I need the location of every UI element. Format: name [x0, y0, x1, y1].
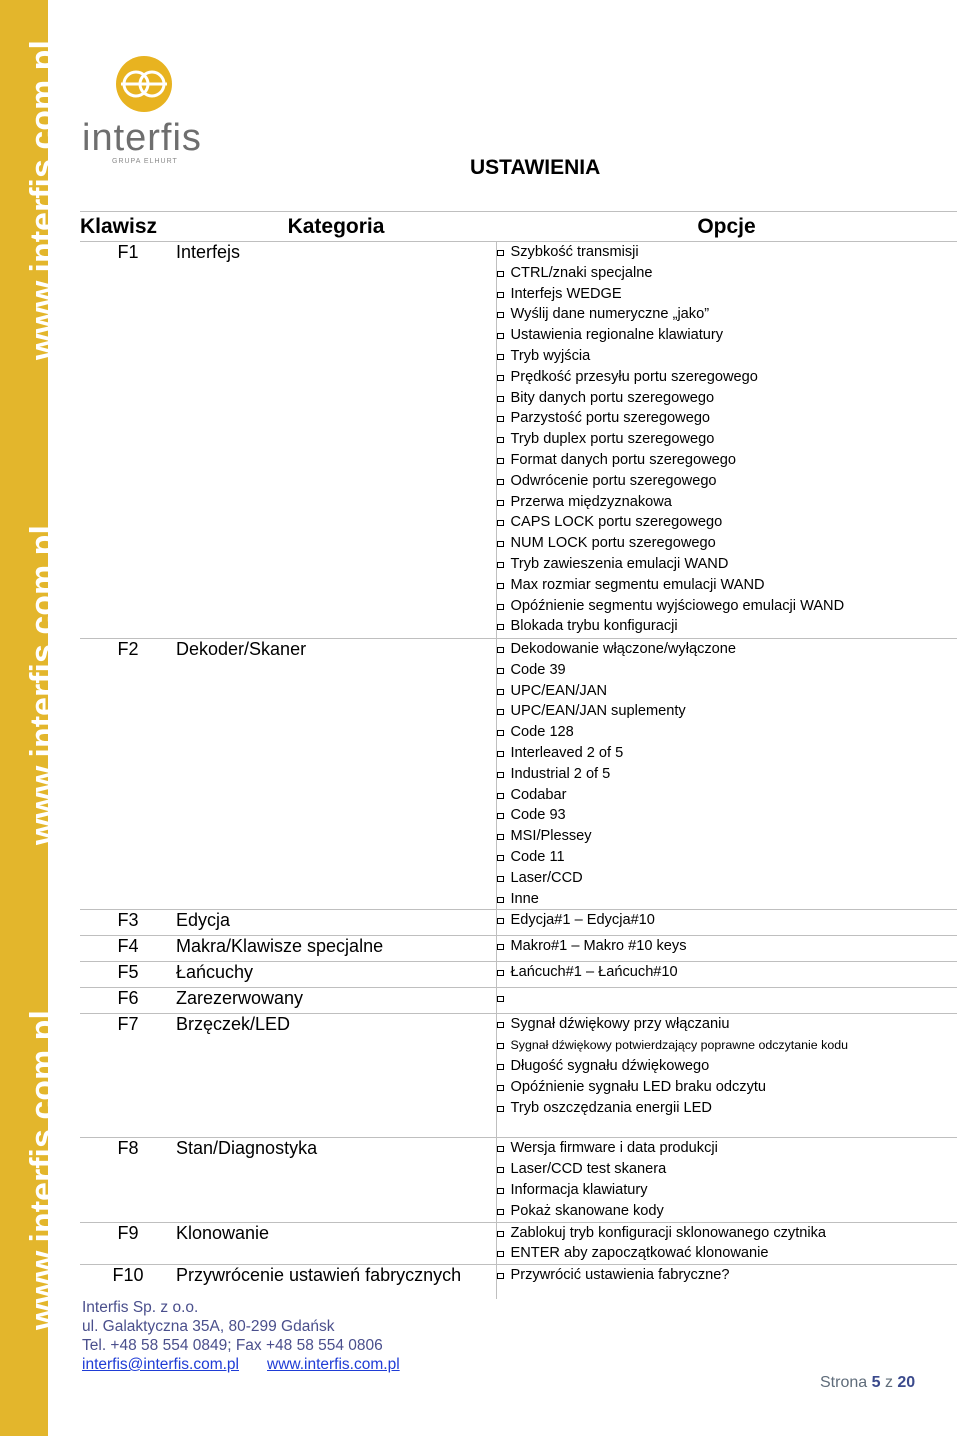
row-key: F4 [80, 936, 176, 962]
watermark-text: www.interfis.com.pl [24, 525, 62, 845]
side-watermark-strip [0, 0, 62, 1436]
option-item: UPC/EAN/JAN suplementy [497, 701, 958, 722]
row-category: Interfejs [176, 242, 496, 639]
row-options [496, 639, 957, 910]
header-options: Opcje [496, 212, 957, 242]
row-category: Łańcuchy [176, 962, 496, 988]
table-header-row [80, 212, 957, 242]
option-item: Przerwa międzyznakowa [497, 492, 958, 513]
option-item: Industrial 2 of 5 [497, 764, 958, 785]
option-item: Laser/CCD [497, 868, 958, 889]
footer-email-link[interactable]: interfis@interfis.com.pl [82, 1356, 239, 1373]
settings-table [80, 211, 957, 1299]
option-list [497, 1265, 958, 1286]
option-item: Makro#1 – Makro #10 keys [497, 936, 958, 957]
option-item: Odwrócenie portu szeregowego [497, 471, 958, 492]
page-title: USTAWIENIA [470, 156, 601, 179]
row-key: F8 [80, 1138, 176, 1222]
table-row [80, 1222, 957, 1265]
row-key: F2 [80, 639, 176, 910]
option-item: Opóźnienie sygnału LED braku odczytu [497, 1077, 958, 1098]
option-item: Edycja#1 – Edycja#10 [497, 910, 958, 931]
table-row [80, 242, 957, 639]
table-row [80, 936, 957, 962]
watermark-text: www.interfis.com.pl [24, 1010, 62, 1330]
header-key: Klawisz [80, 212, 176, 242]
row-key: F10 [112, 1265, 144, 1286]
option-list [497, 962, 958, 983]
option-item: UPC/EAN/JAN [497, 681, 958, 702]
row-options [496, 1014, 957, 1138]
logo-wordmark: interfis [82, 117, 202, 159]
option-list [497, 1014, 958, 1118]
table-row [80, 988, 957, 1014]
page-number: Strona 5 z 20 [820, 1374, 916, 1391]
option-item: Zablokuj tryb konfiguracji sklonowanego czytnika [497, 1223, 958, 1244]
row-key: F6 [80, 988, 176, 1014]
option-item: Informacja klawiatury [497, 1180, 958, 1201]
option-list [497, 1223, 958, 1265]
table-row [80, 962, 957, 988]
option-item: Code 11 [497, 847, 958, 868]
row-category: Stan/Diagnostyka [176, 1138, 496, 1222]
row-options [496, 1222, 957, 1265]
logo-subtitle: GRUPA ELHURT [112, 158, 178, 165]
table-row [80, 639, 957, 910]
option-list [497, 639, 958, 909]
option-item: Ustawienia regionalne klawiatury [497, 325, 958, 346]
row-options [496, 1265, 957, 1299]
footer [82, 1298, 400, 1374]
option-item: Tryb duplex portu szeregowego [497, 429, 958, 450]
watermark-text: www.interfis.com.pl [24, 40, 62, 360]
row-key: F5 [80, 962, 176, 988]
option-item: Długość sygnału dźwiękowego [497, 1056, 958, 1077]
footer-website-link[interactable]: www.interfis.com.pl [267, 1356, 400, 1373]
option-item: Parzystość portu szeregowego [497, 408, 958, 429]
option-item: Inne [497, 889, 958, 910]
option-item: Bity danych portu szeregowego [497, 388, 958, 409]
option-item: Prędkość przesyłu portu szeregowego [497, 367, 958, 388]
option-item: Code 39 [497, 660, 958, 681]
table-row [80, 1265, 957, 1299]
table-row [80, 1138, 957, 1222]
row-category: Brzęczek/LED [176, 1014, 496, 1138]
option-item: Laser/CCD test skanera [497, 1159, 958, 1180]
option-item: MSI/Plessey [497, 826, 958, 847]
option-item: NUM LOCK portu szeregowego [497, 533, 958, 554]
option-list [497, 1138, 958, 1221]
footer-address: ul. Galaktyczna 35A, 80-299 Gdańsk [82, 1318, 335, 1335]
footer-phone: Tel. +48 58 554 0849; Fax +48 58 554 0806 [82, 1337, 383, 1354]
option-item: Format danych portu szeregowego [497, 450, 958, 471]
row-key: F1 [80, 242, 176, 639]
row-options [496, 242, 957, 639]
table-row [80, 910, 957, 936]
row-key: F3 [80, 910, 176, 936]
option-item: Max rozmiar segmentu emulacji WAND [497, 575, 958, 596]
option-item: Łańcuch#1 – Łańcuch#10 [497, 962, 958, 983]
option-item: CAPS LOCK portu szeregowego [497, 512, 958, 533]
option-item: Sygnał dźwiękowy potwierdzający poprawne odczytanie kodu [497, 1035, 958, 1056]
option-item: Tryb oszczędzania energii LED [497, 1098, 958, 1119]
table-row [80, 1014, 957, 1138]
option-item: Code 93 [497, 805, 958, 826]
row-options [496, 988, 957, 1014]
option-item: ENTER aby zapoczątkować klonowanie [497, 1243, 958, 1264]
row-category: Zarezerwowany [176, 988, 496, 1014]
option-item: Sygnał dźwiękowy przy włączaniu [497, 1014, 958, 1035]
option-item: Opóźnienie segmentu wyjściowego emulacji WAND [497, 596, 958, 617]
option-item: Interfejs WEDGE [497, 284, 958, 305]
row-key: F7 [80, 1014, 176, 1138]
option-item: Dekodowanie włączone/wyłączone [497, 639, 958, 660]
row-options [496, 962, 957, 988]
row-options [496, 936, 957, 962]
option-item: Wersja firmware i data produkcji [497, 1138, 958, 1159]
option-item: Szybkość transmisji [497, 242, 958, 263]
option-item: Wyślij dane numeryczne „jako” [497, 304, 958, 325]
row-category: Przywrócenie ustawień fabrycznych [176, 1265, 462, 1286]
row-key: F9 [80, 1222, 176, 1265]
option-item: Interleaved 2 of 5 [497, 743, 958, 764]
footer-company: Interfis Sp. z o.o. [82, 1299, 199, 1316]
option-item: Pokaż skanowane kody [497, 1201, 958, 1222]
option-item: CTRL/znaki specjalne [497, 263, 958, 284]
company-logo [80, 55, 220, 175]
option-item: Przywrócić ustawienia fabryczne? [497, 1265, 958, 1286]
row-options [496, 1138, 957, 1222]
option-list [497, 242, 958, 637]
option-item: Code 128 [497, 722, 958, 743]
logo-mark-icon [115, 55, 173, 113]
row-options [496, 910, 957, 936]
option-item: Codabar [497, 785, 958, 806]
row-category: Makra/Klawisze specjalne [176, 936, 496, 962]
option-list [497, 910, 958, 931]
option-item: Tryb zawieszenia emulacji WAND [497, 554, 958, 575]
row-category: Edycja [176, 910, 496, 936]
option-item: Blokada trybu konfiguracji [497, 616, 958, 637]
header-category: Kategoria [176, 212, 496, 242]
row-category: Klonowanie [176, 1222, 496, 1265]
row-category: Dekoder/Skaner [176, 639, 496, 910]
option-list [497, 936, 958, 957]
option-item: Tryb wyjścia [497, 346, 958, 367]
